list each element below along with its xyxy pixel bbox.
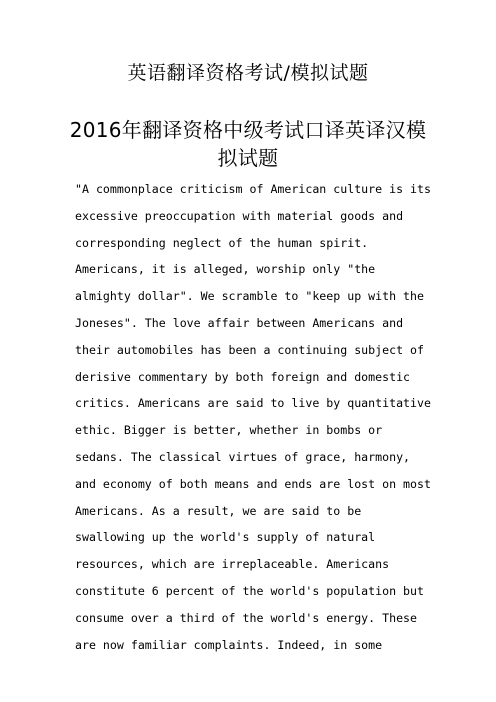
body-line: constitute 6 percent of the world's population but (75, 583, 425, 598)
body-text (75, 176, 431, 658)
body-line: and economy of both means and ends are lost on most (75, 476, 431, 491)
body-line: almighty dollar". We scramble to "keep up with the (75, 289, 425, 304)
body-line: corresponding neglect of the human spirit. (75, 235, 369, 250)
body-line: Americans. As a result, we are said to be (75, 503, 362, 518)
header-title: 英语翻译资格考试/模拟试题 (127, 62, 369, 84)
body-line: consume over a third of the world's energy. These (75, 610, 418, 625)
body-line: excessive preoccupation with material goods and (75, 208, 404, 223)
body-line: are now familiar complaints. Indeed, in some (75, 637, 383, 652)
body-line: Americans, it is alleged, worship only "the (75, 262, 376, 277)
body-line: resources, which are irreplaceable. Americans (75, 557, 390, 572)
body-line: ethic. Bigger is better, whether in bombs or (75, 423, 383, 438)
body-line: critics. Americans are said to live by quantitative (75, 396, 431, 411)
body-line: sedans. The classical virtues of grace, harmony, (75, 449, 411, 464)
document-title: 2016年翻译资格中级考试口译英译汉模拟试题 (69, 118, 427, 170)
body-line: Joneses". The love affair between Americans and (75, 315, 404, 330)
body-line: swallowing up the world's supply of natural (75, 530, 376, 545)
body-line: their automobiles has been a continuing subject of (75, 342, 425, 357)
body-line: "A commonplace criticism of American culture is its (75, 182, 431, 196)
body-line: derisive commentary by both foreign and domestic (75, 369, 411, 384)
